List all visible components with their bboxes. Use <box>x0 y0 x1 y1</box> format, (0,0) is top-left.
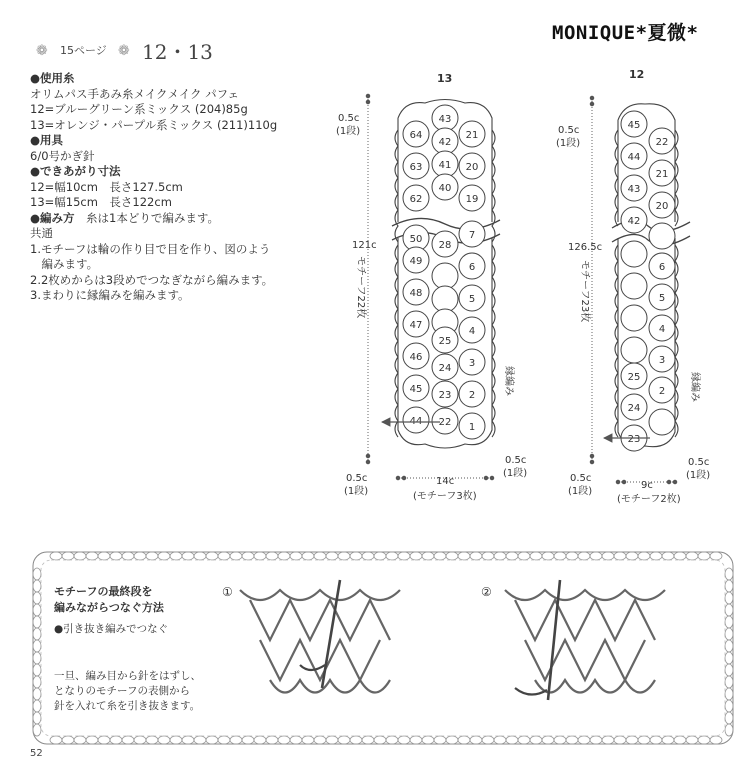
motif-number: 49 <box>409 256 423 267</box>
motif-number: 42 <box>627 216 641 227</box>
d13-top-margin-rows: (1段) <box>336 126 361 137</box>
yarn-line: 12=ブルーグリーン系ミックス (204)85g <box>30 102 248 116</box>
tools-line: 6/0号かぎ針 <box>30 148 95 163</box>
method-step: 1.モチーフは輪の作り目で目を作り、図のよう <box>30 241 271 256</box>
d13-right-margin: 0.5c <box>505 455 527 466</box>
motif-number: 63 <box>409 162 423 173</box>
motif-number: 6 <box>658 262 666 273</box>
motif-number: 25 <box>627 372 641 383</box>
watermark: MONIQUE*夏微* <box>552 22 699 44</box>
motif-number: 43 <box>438 114 452 125</box>
motif-number: 19 <box>465 194 479 205</box>
d13-bottom-margin: 0.5c <box>346 473 368 484</box>
d13-right-margin-rows: (1段) <box>503 468 528 479</box>
d13-top-margin: 0.5c <box>338 113 360 124</box>
d13-width: 14c <box>436 476 455 487</box>
motif-number: 22 <box>438 417 452 428</box>
yarn-line: オリムパス手あみ糸メイクメイク パフェ <box>30 86 240 101</box>
motif-number: 5 <box>468 294 476 305</box>
d12-bottom-margin: 0.5c <box>570 473 592 484</box>
motif-number: 5 <box>658 293 666 304</box>
motif-number: 24 <box>438 363 452 374</box>
motif-circle <box>649 223 675 249</box>
motif-number: 2 <box>658 386 666 397</box>
motif-number: 23 <box>438 390 452 401</box>
method-heading: ●編み方 <box>30 210 75 225</box>
d12-border: 縁編み <box>689 372 700 402</box>
step1-illustration <box>240 580 400 693</box>
flower-icon: ❁ <box>36 43 48 59</box>
method-common: 共通 <box>30 226 53 240</box>
d13-length: 121c <box>352 240 377 251</box>
d13-width-motifs: (モチーフ3枚) <box>413 491 477 502</box>
yarn-heading: ●使用糸 <box>30 71 75 85</box>
flower-icon: ❁ <box>118 43 130 59</box>
d12-top-margin-rows: (1段) <box>556 138 581 149</box>
motif-number: 4 <box>468 326 476 337</box>
tools-heading: ●用具 <box>30 133 64 147</box>
size-heading: ●できあがり寸法 <box>30 164 121 178</box>
size-line: 13=幅15cm 長さ122cm <box>30 195 172 209</box>
motif-number: 46 <box>409 352 423 363</box>
d12-right-margin-rows: (1段) <box>686 470 711 481</box>
motif-number: 7 <box>468 230 476 241</box>
size-line: 12=幅10cm 長さ127.5cm <box>30 179 183 194</box>
motif-number: 28 <box>438 240 452 251</box>
motif-number: 23 <box>627 434 641 445</box>
step2-marker: ② <box>481 585 492 599</box>
motif-number: 44 <box>627 152 641 163</box>
join-title-line2: 編みながらつなぐ方法 <box>54 601 164 614</box>
motif-number: 22 <box>655 137 669 148</box>
d12-length: 126.5c <box>568 242 603 253</box>
motif-number: 2 <box>468 390 476 401</box>
d12-width: 9c <box>641 480 653 491</box>
motif-number: 20 <box>655 201 669 212</box>
motif-number: 40 <box>438 183 452 194</box>
page-title: 12・13 <box>142 40 213 64</box>
join-desc-line: となりのモチーフの表側から <box>54 685 190 697</box>
d13-length-motifs: モチーフ22枚 <box>355 256 366 319</box>
join-method: ●引き抜き編みでつなぐ <box>54 623 169 635</box>
method-step: 3.まわりに縁編みを編みます。 <box>30 288 190 302</box>
motif-number: 4 <box>658 324 666 335</box>
diagram13-title: 13 <box>437 72 453 85</box>
motif-number: 25 <box>438 336 452 347</box>
motif-number: 21 <box>655 169 669 180</box>
d12-top-margin: 0.5c <box>558 125 580 136</box>
step2-illustration <box>505 580 665 700</box>
motif-number: 42 <box>438 137 452 148</box>
motif-number: 3 <box>468 358 476 369</box>
join-desc-line: 針を入れて糸を引き抜きます。 <box>54 700 201 712</box>
motif-circle <box>621 337 647 363</box>
yarn-line: 13=オレンジ・パープル系ミックス (211)110g <box>30 117 278 132</box>
d12-length-motifs: モチーフ23枚 <box>579 260 590 323</box>
method-step: 編みます。 <box>30 257 99 271</box>
motif-number: 45 <box>409 384 423 395</box>
motif-number: 47 <box>409 320 423 331</box>
motif-number: 41 <box>438 160 452 171</box>
motif-number: 43 <box>627 184 641 195</box>
motif-number: 50 <box>409 234 423 245</box>
motif-number: 44 <box>409 416 423 427</box>
method-step: 2.2枚めからは3段めでつなぎながら編みます。 <box>30 272 274 287</box>
motif-circle <box>621 241 647 267</box>
motifs12 <box>621 111 675 451</box>
motif-number: 3 <box>658 355 666 366</box>
motif-number: 20 <box>465 162 479 173</box>
join-title-line1: モチーフの最終段を <box>54 585 153 598</box>
step1-marker: ① <box>222 585 233 599</box>
motif-circle <box>621 273 647 299</box>
d12-right-margin: 0.5c <box>688 457 710 468</box>
join-text <box>54 584 201 714</box>
page-number: 52 <box>30 748 43 759</box>
page-reference: 15ページ <box>60 44 107 57</box>
motif-number: 21 <box>465 130 479 141</box>
diagram12-title: 12 <box>629 68 645 81</box>
d12-width-motifs: (モチーフ2枚) <box>617 494 681 505</box>
method-note: 糸は1本どりで編みます。 <box>86 210 219 225</box>
motifs13 <box>403 105 485 439</box>
d13-bottom-margin-rows: (1段) <box>344 486 369 497</box>
motif-number: 6 <box>468 262 476 273</box>
motif-number: 24 <box>627 403 641 414</box>
d13-border: 縁編み <box>503 366 514 396</box>
motif-number: 64 <box>409 130 423 141</box>
motif-circle <box>621 305 647 331</box>
d12-bottom-margin-rows: (1段) <box>568 486 593 497</box>
motif-number: 48 <box>409 288 423 299</box>
motif-number: 1 <box>468 422 476 433</box>
motif-number: 62 <box>409 194 423 205</box>
motif-circle <box>432 286 458 312</box>
motif-circle <box>649 409 675 435</box>
motif-circle <box>432 263 458 289</box>
motif-number: 45 <box>627 120 641 131</box>
join-desc-line: 一旦、編み目から針をはずし、 <box>54 670 201 682</box>
